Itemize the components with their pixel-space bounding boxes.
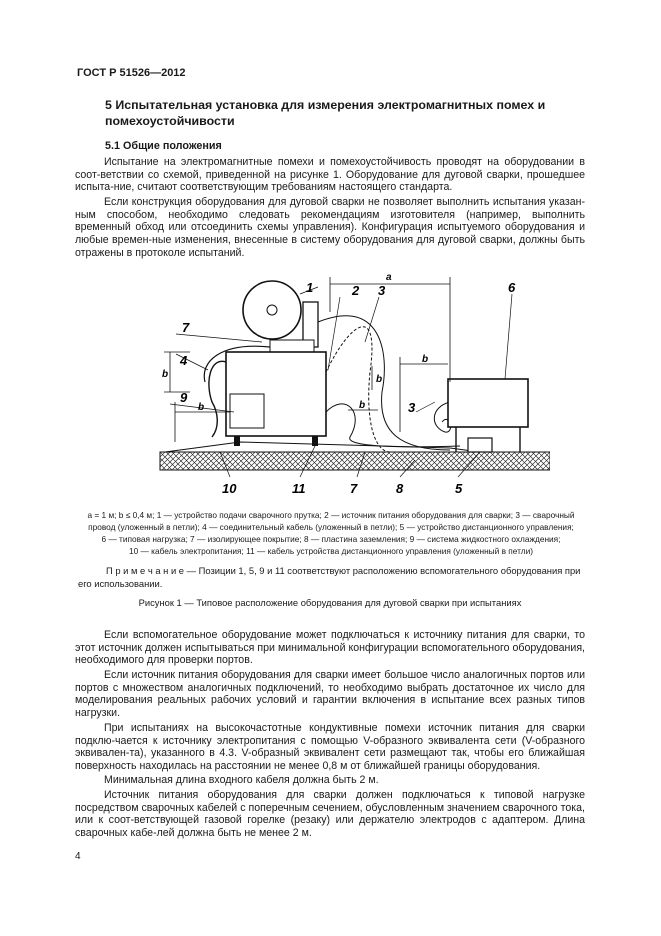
figure-label: 2 [352,283,360,298]
figure-label: 5 [455,481,463,496]
figure-label: 10 [222,481,237,496]
dimension-b: b [422,354,429,365]
figure-legend-line: 6 — типовая нагрузка; 7 — изолирующее покрытие; 8 — пластина заземления; 9 — система жидкостного охлаждения; [101,534,561,544]
figure-label: 9 [180,390,188,405]
figure-label: 1 [306,280,314,295]
paragraph: Испытание на электромагнитные помехи и помехоустойчивость проводят на оборудовании в соот-ветствии со схемой, приведенной на рисунке 1. Оборудование для дуговой сварки, прошедшее испыта-ние, считают соответствующим требованиям настоящего стандарта. [75,156,585,194]
figure-label: 3 [378,283,386,298]
figure-legend-line: провод (уложенный в петли); 4 — соединительный кабель (уложенный в петли); 5 — устройство дистанционного управления; [88,522,574,532]
figure-label: 4 [180,353,188,368]
dimension-a: a [386,272,392,283]
figure-label: 7 [182,320,190,335]
page-number: 4 [75,851,81,862]
figure-caption: Рисунок 1 — Типовое расположение оборудования для дуговой сварки при испытаниях [138,597,522,608]
dimension-b: b [359,400,366,411]
paragraph: Если конструкция оборудования для дуговой сварки не позволяет выполнить испытания указан-ным способом, необходимо следовать рекомендациям изготовителя (например, выполнить временный обход или отсоединить схемы управления). Конфигурация испытуемого оборудования и любые времен-ные изменения, внесенные в систему оборудования для дуговой сварки, должны быть отражены в протоколе испытаний. [75,196,585,259]
figure-label: 11 [292,481,306,496]
paragraph: Если вспомогательное оборудование может подключаться к источнику питания для сварки, то этот источник должен испытываться при минимальной конфигурации вспомогательного оборудования, необходимого для проверки портов. [75,629,585,667]
figure-label: 7 [350,481,358,496]
section-title: 5 Испытательная установка для измерения электромагнитных помех и помехоустойчивости [105,98,546,128]
dimension-b: b [198,402,205,413]
subsection-title: 5.1 Общие положения [105,140,222,152]
figure-note: П р и м е ч а н и е — Позиции 1, 5, 9 и 11 соответствуют расположению вспомогательного оборудования при его использовании. [78,565,581,589]
paragraph: Минимальная длина входного кабеля должна быть 2 м. [104,774,379,786]
document-header: ГОСТ Р 51526—2012 [77,67,186,79]
paragraph: Если источник питания оборудования для сварки имеет большое число аналогичных портов или портов с множеством аналогичных подключений, то необходимо выбрать достаточное их число для моделирования реальных рабочих условий и гарантии включения в испытание всех разных типов нагрузки. [75,669,585,720]
figure-legend-line: a = 1 м; b ≤ 0,4 м; 1 — устройство подачи сварочного прутка; 2 — источник питания оборудования для сварки; 3 — сварочный [87,510,575,520]
figure-label: 8 [396,481,404,496]
figure-label: 3 [408,400,416,415]
figure-label: 6 [508,280,516,295]
dimension-b: b [376,374,383,385]
paragraph: При испытаниях на высокочастотные кондуктивные помехи источник питания для сварки подклю-чается к источнику электропитания с помощью V-образного эквивалента сети (V-образного эквивален-та), указанного в 4.3. V-образный эквивалент сети размещают так, чтобы его ближайшая поверхность находилась на расстоянии не менее 0,8 м от ближайшей границы оборудования. [75,722,585,773]
figure-legend-line: 10 — кабель электропитания; 11 — кабель устройства дистанционного управления (уложенный в петли) [129,546,533,556]
paragraph: Источник питания оборудования для сварки должен подключаться к типовой нагрузке посредством сварочных кабелей с поперечным сечением, обусловленным значением сварочного тока, или к соот-ветствующей газовой горелке (резаку) или держателю электродов с адаптером. Длина сварочных кабе-лей должна быть не менее 2 м. [75,789,585,840]
dimension-b: b [162,369,169,380]
figure-drawing [150,262,550,500]
